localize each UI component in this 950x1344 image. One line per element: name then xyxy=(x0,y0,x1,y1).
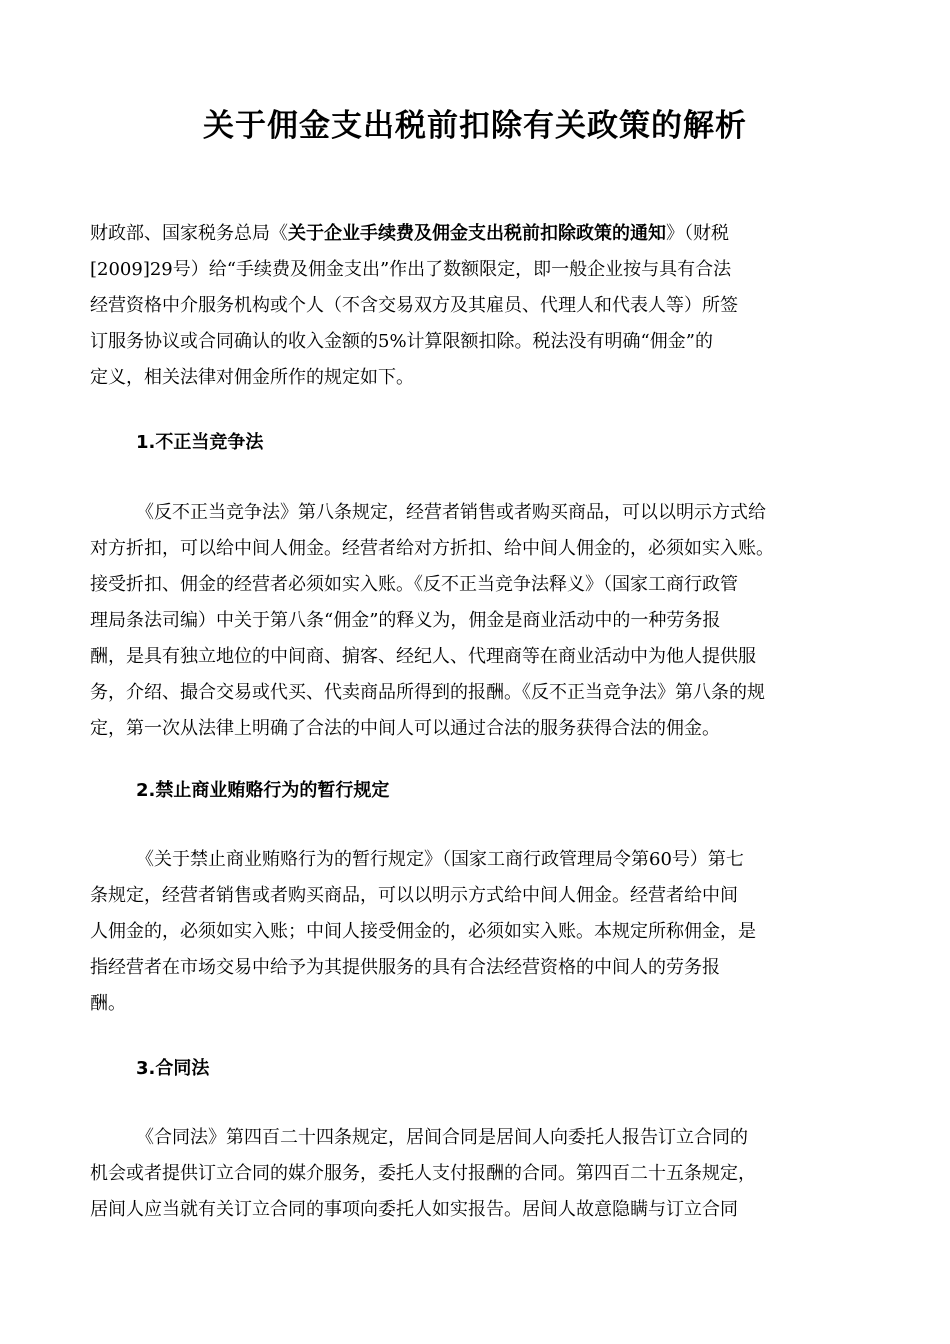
section-1-line: 《反不正当竞争法》第八条规定，经营者销售或者购买商品，可以以明示方式给 xyxy=(136,502,766,523)
intro-line-1-suffix: 》（财税 xyxy=(666,223,729,244)
section-1-line: 对方折扣，可以给中间人佣金。经营者给对方折扣、给中间人佣金的，必须如实入账。 xyxy=(90,538,774,559)
section-1-heading: 1.不正当竞争法 xyxy=(136,432,264,453)
section-3-heading: 3.合同法 xyxy=(136,1058,210,1079)
section-1-line: 务，介绍、撮合交易或代买、代卖商品所得到的报酬。《反不正当竞争法》第八条的规 xyxy=(90,682,765,703)
intro-line-1 xyxy=(90,216,860,252)
section-1-line: 理局条法司编）中关于第八条“佣金”的释义为，佣金是商业活动中的一种劳务报 xyxy=(90,610,721,631)
notice-title: 关于企业手续费及佣金支出税前扣除政策的通知 xyxy=(288,223,666,244)
section-3-paragraph xyxy=(90,1120,860,1228)
section-3-line: 《合同法》第四百二十四条规定，居间合同是居间人向委托人报告订立合同的 xyxy=(136,1127,748,1148)
section-3-line: 居间人应当就有关订立合同的事项向委托人如实报告。居间人故意隐瞒与订立合同 xyxy=(90,1199,738,1220)
intro-line-4: 订服务协议或合同确认的收入金额的5%计算限额扣除。税法没有明确“佣金”的 xyxy=(90,331,713,352)
intro-line-1-prefix: 财政部、国家税务总局《 xyxy=(90,223,288,244)
section-2-paragraph xyxy=(90,842,860,1022)
section-1-line: 接受折扣、佣金的经营者必须如实入账。《反不正当竞争法释义》（国家工商行政管 xyxy=(90,574,738,595)
section-2-line: 《关于禁止商业贿赂行为的暂行规定》（国家工商行政管理局令第60号）第七 xyxy=(136,849,744,870)
section-1-line: 酬，是具有独立地位的中间商、掮客、经纪人、代理商等在商业活动中为他人提供服 xyxy=(90,646,756,667)
section-2-line: 条规定，经营者销售或者购买商品，可以以明示方式给中间人佣金。经营者给中间 xyxy=(90,885,738,906)
intro-paragraph xyxy=(90,216,860,396)
section-2-heading: 2.禁止商业贿赂行为的暂行规定 xyxy=(136,780,390,801)
section-2-line: 酬。 xyxy=(90,993,126,1014)
intro-line-5: 定义，相关法律对佣金所作的规定如下。 xyxy=(90,367,414,388)
intro-line-2: [2009]29号）给“手续费及佣金支出”作出了数额限定，即一般企业按与具有合法 xyxy=(90,259,732,280)
section-1-paragraph xyxy=(90,495,860,747)
intro-line-3: 经营资格中介服务机构或个人（不含交易双方及其雇员、代理人和代表人等）所签 xyxy=(90,295,738,316)
section-1-line: 定，第一次从法律上明确了合法的中间人可以通过合法的服务获得合法的佣金。 xyxy=(90,718,720,739)
section-2-line: 人佣金的，必须如实入账；中间人接受佣金的，必须如实入账。本规定所称佣金，是 xyxy=(90,921,756,942)
document-title: 关于佣金支出税前扣除有关政策的解析 xyxy=(203,108,747,144)
section-3-line: 机会或者提供订立合同的媒介服务，委托人支付报酬的合同。第四百二十五条规定， xyxy=(90,1163,756,1184)
section-2-line: 指经营者在市场交易中给予为其提供服务的具有合法经营资格的中间人的劳务报 xyxy=(90,957,720,978)
